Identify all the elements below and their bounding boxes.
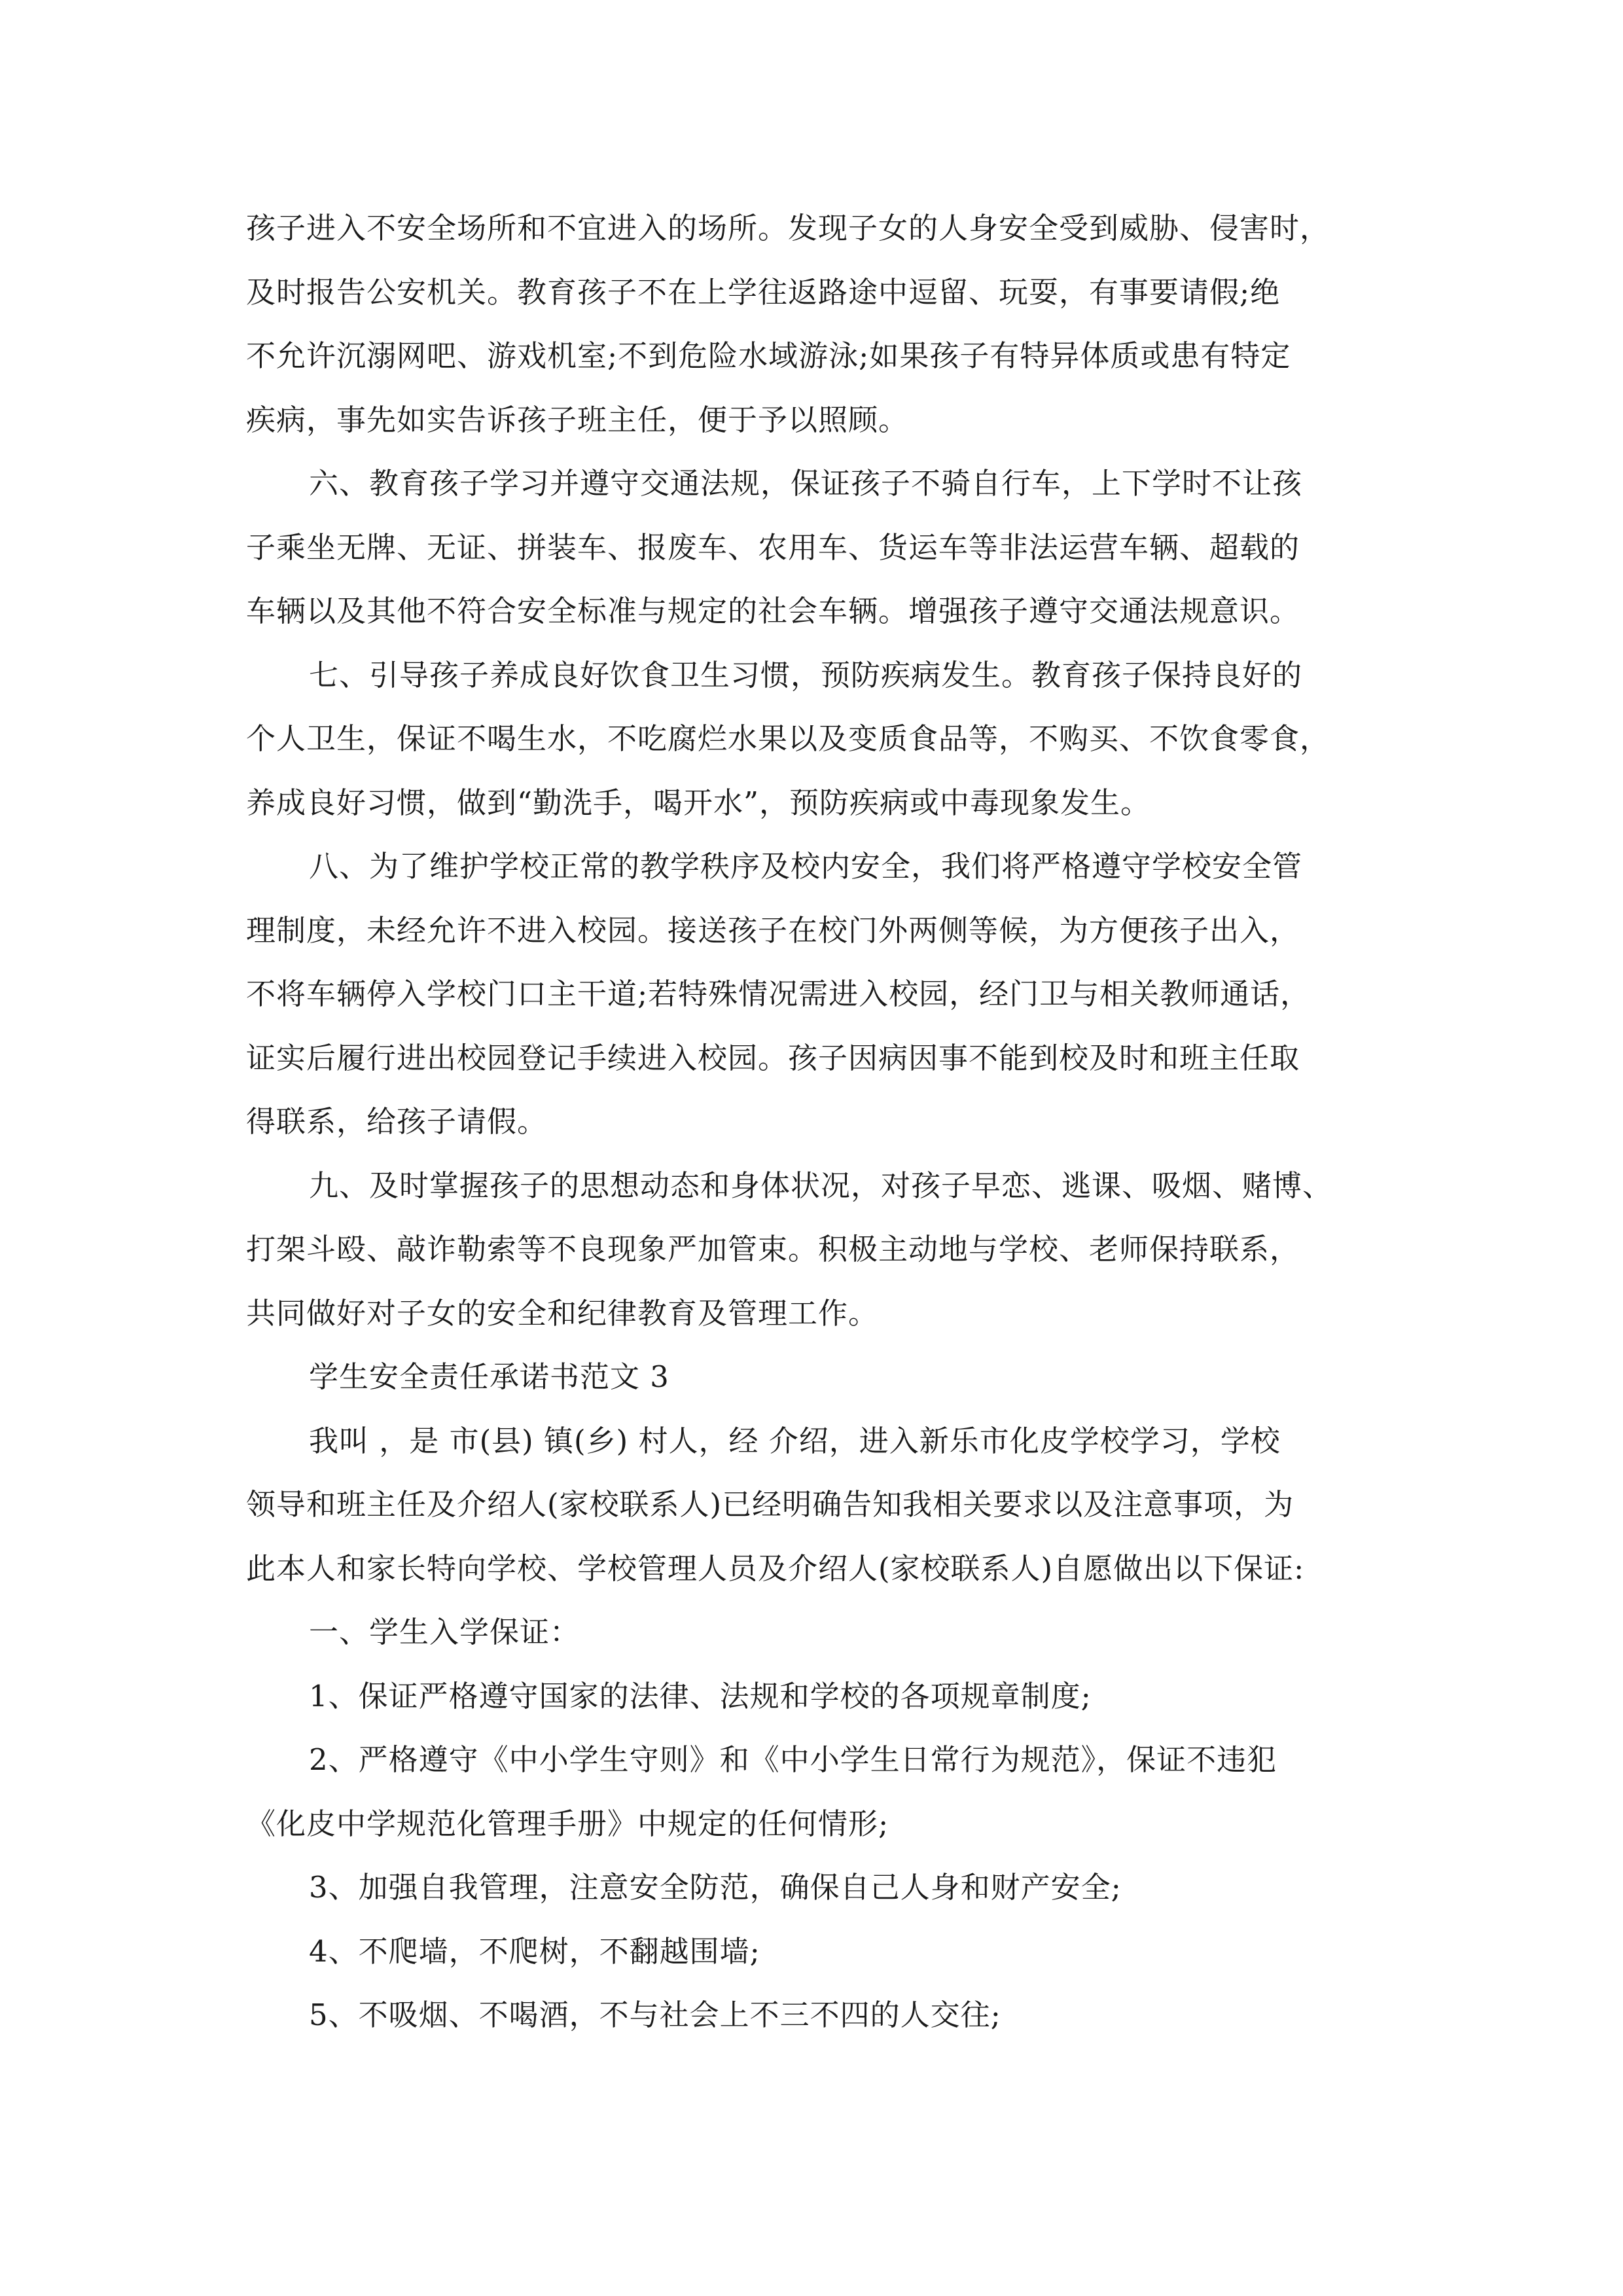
text-line: 及时报告公安机关。教育孩子不在上学往返路途中逗留、玩耍，有事要请假;绝 xyxy=(246,274,1281,310)
text-line: 5、不吸烟、不喝酒，不与社会上不三不四的人交往; xyxy=(309,1998,1001,2032)
text-line: 得联系，给孩子请假。 xyxy=(246,1104,548,1139)
text-line: 4、不爬墙，不爬树，不翻越围墙; xyxy=(309,1933,760,1969)
text-line: 1、保证严格遵守国家的法律、法规和学校的各项规章制度; xyxy=(309,1678,1092,1713)
text-line: 疾病，事先如实告诉孩子班主任，便于予以照顾。 xyxy=(246,402,909,437)
text-line: 八、为了维护学校正常的教学秩序及校内安全，我们将严格遵守学校安全管 xyxy=(309,849,1303,884)
text-line: 3、加强自我管理，注意安全防范，确保自己人身和财产安全; xyxy=(309,1870,1122,1905)
text-line: 领导和班主任及介绍人(家校联系人)已经明确告知我相关要求以及注意事项，为 xyxy=(246,1487,1294,1522)
text-line: 2、严格遵守《中小学生守则》和《中小学生日常行为规范》，保证不违犯 xyxy=(309,1742,1277,1777)
document-body xyxy=(246,196,1385,2047)
text-line: 学生安全责任承诺书范文 3 xyxy=(309,1359,669,1394)
text-line: 证实后履行进出校园登记手续进入校园。孩子因病因事不能到校及时和班主任取 xyxy=(246,1040,1300,1075)
text-line: 一、学生入学保证： xyxy=(309,1615,580,1649)
text-line: 孩子进入不安全场所和不宜进入的场所。发现子女的人身安全受到威胁、侵害时， xyxy=(246,211,1330,245)
text-line: 个人卫生，保证不喝生水，不吃腐烂水果以及变质食品等，不购买、不饮食零食， xyxy=(246,721,1330,756)
text-line: 六、教育孩子学习并遵守交通法规，保证孩子不骑自行车，上下学时不让孩 xyxy=(309,466,1303,501)
text-line: 七、引导孩子养成良好饮食卫生习惯，预防疾病发生。教育孩子保持良好的 xyxy=(309,657,1303,692)
text-line: 养成良好习惯，做到“勤洗手，喝开水”，预防疾病或中毒现象发生。 xyxy=(246,785,1151,820)
text-line: 不将车辆停入学校门口主干道;若特殊情况需进入校园，经门卫与相关教师通话， xyxy=(246,977,1311,1011)
text-line: 子乘坐无牌、无证、拼装车、报废车、农用车、货运车等非法运营车辆、超载的 xyxy=(246,529,1300,565)
text-line: 车辆以及其他不符合安全标准与规定的社会车辆。增强孩子遵守交通法规意识。 xyxy=(246,594,1300,628)
text-line: 不允许沉溺网吧、游戏机室;不到危险水域游泳;如果孩子有特异体质或患有特定 xyxy=(246,338,1291,373)
text-line: 《化皮中学规范化管理手册》中规定的任何情形; xyxy=(246,1806,889,1841)
text-line: 共同做好对子女的安全和纪律教育及管理工作。 xyxy=(246,1295,879,1331)
text-line: 打架斗殴、敲诈勒索等不良现象严加管束。积极主动地与学校、老师保持联系， xyxy=(246,1232,1300,1266)
text-line: 理制度，未经允许不进入校园。接送孩子在校门外两侧等候，为方便孩子出入， xyxy=(246,912,1300,948)
text-line: 九、及时掌握孩子的思想动态和身体状况，对孩子早恋、逃课、吸烟、赌博、 xyxy=(309,1168,1333,1203)
text-line: 我叫 ，是 市(县) 镇(乡) 村人，经 介绍，进入新乐市化皮学校学习，学校 xyxy=(309,1423,1281,1458)
text-line: 此本人和家长特向学校、学校管理人员及介绍人(家校联系人)自愿做出以下保证: xyxy=(246,1551,1305,1586)
